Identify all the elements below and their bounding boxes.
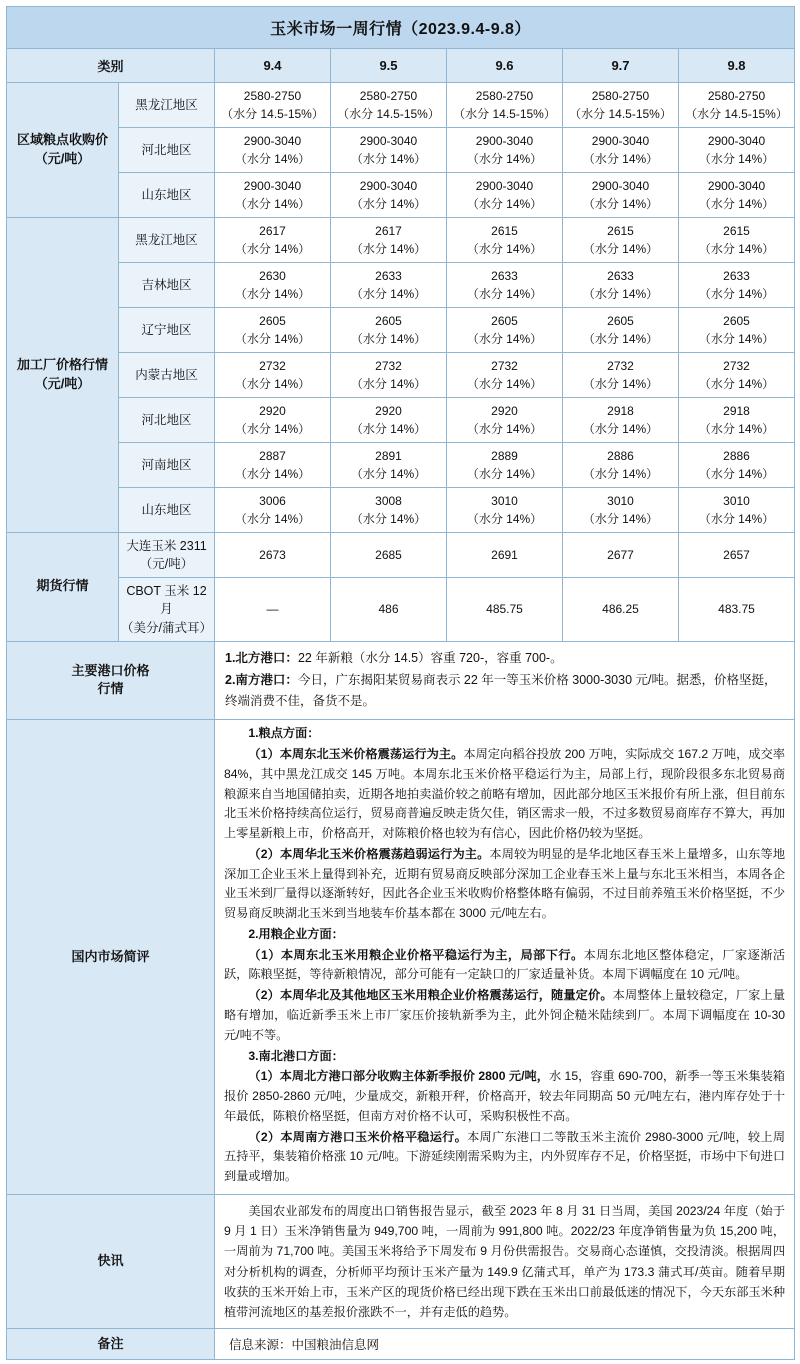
header-category: 类别: [7, 49, 215, 83]
cell: 2677: [563, 533, 679, 578]
cell: 3010 （水分 14%）: [563, 488, 679, 533]
cell: 3006 （水分 14%）: [215, 488, 331, 533]
header-date-3: 9.6: [447, 49, 563, 83]
cell: 2887 （水分 14%）: [215, 443, 331, 488]
header-row: [7, 49, 795, 83]
table-row: [7, 578, 795, 641]
cell: 2605 （水分 14%）: [331, 308, 447, 353]
cell: 485.75: [447, 578, 563, 641]
cell: 2615 （水分 14%）: [447, 218, 563, 263]
cell: 2891 （水分 14%）: [331, 443, 447, 488]
section-label-regional-purchase: [7, 83, 119, 218]
cell: 2732 （水分 14%）: [331, 353, 447, 398]
cell: 2900-3040 （水分 14%）: [331, 128, 447, 173]
cell: 2920 （水分 14%）: [215, 398, 331, 443]
row-label: 山东地区: [119, 488, 215, 533]
table-row: [7, 443, 795, 488]
cell: 2886 （水分 14%）: [563, 443, 679, 488]
review-paragraph: （2）本周南方港口玉米价格平稳运行。本周广东港口二等散玉米主流价 2980-3000 元/吨，较上周五持平，集装箱价格涨 10 元/吨。下游延续刚需采购为主，内外贸库存不足，价格坚挺，市场中下旬进口到量或增加。: [224, 1129, 786, 1184]
cell: 2900-3040 （水分 14%）: [679, 128, 795, 173]
section-label-market-review: 国内市场简评: [7, 720, 215, 1195]
table-row: [7, 1194, 795, 1329]
row-label: 黑龙江地区: [119, 218, 215, 263]
table-row: [7, 308, 795, 353]
table-row: [7, 128, 795, 173]
cell: 486.25: [563, 578, 679, 641]
cell: 2615 （水分 14%）: [679, 218, 795, 263]
title-row: [7, 7, 795, 49]
cell: 2630 （水分 14%）: [215, 263, 331, 308]
row-label: 内蒙古地区: [119, 353, 215, 398]
cell: 2886 （水分 14%）: [679, 443, 795, 488]
market-review-content: [215, 720, 795, 1195]
report-table: [6, 6, 795, 1360]
section-label-line-1: 加工厂价格行情: [16, 357, 108, 373]
section-label-processing-plant: [7, 218, 119, 533]
news-content: [215, 1194, 795, 1329]
table-row: [7, 641, 795, 720]
ports-content: [215, 641, 795, 720]
cell: 2605 （水分 14%）: [447, 308, 563, 353]
cell: 2605 （水分 14%）: [563, 308, 679, 353]
cell: 2617 （水分 14%）: [215, 218, 331, 263]
cell: 2580-2750 （水分 14.5-15%）: [331, 83, 447, 128]
footer-source: 信息来源：中国粮油信息网: [215, 1329, 795, 1360]
cell: 2605 （水分 14%）: [215, 308, 331, 353]
cell: 3010 （水分 14%）: [447, 488, 563, 533]
cell: 2691: [447, 533, 563, 578]
cell: 2900-3040 （水分 14%）: [563, 173, 679, 218]
section-label-ports: 主要港口价格 行情: [7, 641, 215, 720]
review-paragraph: （1）本周东北玉米价格震荡运行为主。本周定向稻谷投放 200 万吨，实际成交 167.2 万吨，成交率 84%，其中黑龙江成交 145 万吨。本周东北玉米价格平稳运行为主，局部上行，现阶段很多东北贸易商粮源来自当地国储拍卖，近期各地拍卖溢价较之前略有增加，因此部分地区玉米报价有所上涨，但目前东北玉米价格持续高位运行，贸易商普遍反映走货欠佳，销区需求一般，不过多数贸易商库存不算大，再加上零星新粮上市，价格高开，对陈粮价格也较为有信心，因此价格仍较为坚挺。: [224, 747, 786, 841]
table-row: [7, 218, 795, 263]
cell: 2889 （水分 14%）: [447, 443, 563, 488]
row-label: 吉林地区: [119, 263, 215, 308]
ports-north-text: 22 年新粮（水分 14.5）容重 720-，容重 700-。: [297, 650, 563, 665]
table-row: [7, 720, 795, 1195]
section-label-line-1: 区域粮点收购价: [16, 132, 108, 148]
cell: 2918 （水分 14%）: [563, 398, 679, 443]
section-label-footer: 备注: [7, 1329, 215, 1360]
section-label-news: 快讯: [7, 1194, 215, 1329]
table-row: [7, 173, 795, 218]
cell: 2685: [331, 533, 447, 578]
header-date-4: 9.7: [563, 49, 679, 83]
row-label: 河南地区: [119, 443, 215, 488]
table-row: [7, 398, 795, 443]
cell: 2920 （水分 14%）: [447, 398, 563, 443]
table-row: [7, 263, 795, 308]
cell: 2900-3040 （水分 14%）: [679, 173, 795, 218]
table-row: [7, 533, 795, 578]
cell: 2900-3040 （水分 14%）: [563, 128, 679, 173]
row-label: 辽宁地区: [119, 308, 215, 353]
cell: 3010 （水分 14%）: [679, 488, 795, 533]
cell: 2580-2750 （水分 14.5-15%）: [563, 83, 679, 128]
cell: 2580-2750 （水分 14.5-15%）: [679, 83, 795, 128]
cell: 2900-3040 （水分 14%）: [215, 128, 331, 173]
cell: 2732 （水分 14%）: [563, 353, 679, 398]
header-date-2: 9.5: [331, 49, 447, 83]
cell: —: [215, 578, 331, 641]
review-paragraph: （2）本周华北及其他地区玉米用粮企业价格震荡运行，随量定价。本周整体上量较稳定，厂家上量略有增加，临近新季玉米上市厂家压价接轨新季为主，此外饲企糙米陆续到厂。本周下调幅度在 10-30 元/吨不等。: [224, 988, 786, 1042]
cell: 2615 （水分 14%）: [563, 218, 679, 263]
cell: 2900-3040 （水分 14%）: [447, 128, 563, 173]
cell: 2633 （水分 14%）: [679, 263, 795, 308]
section-label-line-2: （元/吨）: [34, 376, 91, 391]
table-row: [7, 353, 795, 398]
cell: 2580-2750 （水分 14.5-15%）: [215, 83, 331, 128]
cell: 2900-3040 （水分 14%）: [331, 173, 447, 218]
cell: 2633 （水分 14%）: [331, 263, 447, 308]
cell: 486: [331, 578, 447, 641]
table-row: [7, 488, 795, 533]
cell: 483.75: [679, 578, 795, 641]
review-heading-1: 1.粮点方面：: [248, 726, 320, 741]
page-title: 玉米市场一周行情（2023.9.4-9.8）: [7, 7, 795, 49]
cell: 2617 （水分 14%）: [331, 218, 447, 263]
row-label: 河北地区: [119, 398, 215, 443]
cell: 2732 （水分 14%）: [215, 353, 331, 398]
review-paragraph: （1）本周东北玉米用粮企业价格平稳运行为主，局部下行。本周东北地区整体稳定，厂家逐渐活跃，陈粮坚挺，等待新粮情况，部分可能有一定缺口的厂家适量补货。本周下调幅度在 10 元/吨。: [224, 947, 786, 982]
table-row: [7, 1329, 795, 1360]
cell: 2605 （水分 14%）: [679, 308, 795, 353]
section-label-futures: 期货行情: [7, 533, 119, 642]
ports-paragraph-north: 1.北方港口：22 年新粮（水分 14.5）容重 720-，容重 700-。: [225, 650, 563, 665]
cell: 2918 （水分 14%）: [679, 398, 795, 443]
row-label: 大连玉米 2311 （元/吨）: [119, 533, 215, 578]
review-paragraph: （1）本周北方港口部分收购主体新季报价 2800 元/吨，水 15，容重 690-700，新季一等玉米集装箱报价 2850-2860 元/吨，少量成交，新粮开秤，价格高开，较去年同期高 50 元/吨左右，港内库存处于十年最低，陈粮价格坚挺，但南方对价格不认可，采购积极性不高。: [224, 1069, 786, 1123]
row-label: 山东地区: [119, 173, 215, 218]
cell: 2920 （水分 14%）: [331, 398, 447, 443]
cell: 2673: [215, 533, 331, 578]
review-heading-3: 3.南北港口方面：: [248, 1048, 344, 1063]
cell: 2633 （水分 14%）: [447, 263, 563, 308]
row-label: CBOT 玉米 12 月 （美分/蒲式耳）: [119, 578, 215, 641]
cell: 2657: [679, 533, 795, 578]
cell: 2732 （水分 14%）: [447, 353, 563, 398]
news-paragraph: 美国农业部发布的周度出口销售报告显示，截至 2023 年 8 月 31 日当周，美国 2023/24 年度（始于 9 月 1 日）玉米净销售量为 949,700 吨，一周前为 991,800 吨。2022/23 年度净销售量为负 15,200 吨，一周前为 71,700 吨。美国玉米将给予下周发布 9 月份供需报告。交易商心态谨慎，交投清淡。根据周四对分析机构的调查，分析师平均预计玉米产量为 149.9 亿蒲式耳，单产为 173.3 蒲式耳/英亩。随着早期收获的玉米开始上市，玉米产区的现货价格已经出现下跌在玉米出口前最低迷的情况下，今天东部玉米种植带河流地区的基差报价涨跌不一，并有走低的趋势。: [224, 1203, 786, 1320]
cell: 2580-2750 （水分 14.5-15%）: [447, 83, 563, 128]
cell: 2900-3040 （水分 14%）: [447, 173, 563, 218]
cell: 2633 （水分 14%）: [563, 263, 679, 308]
ports-paragraph-south: 2.南方港口：今日，广东揭阳某贸易商表示 22 年一等玉米价格 3000-3030 元/吨。据悉，价格坚挺，终端消费不佳，备货不是。: [225, 672, 777, 709]
header-date-5: 9.8: [679, 49, 795, 83]
row-label: 河北地区: [119, 128, 215, 173]
cell: 3008 （水分 14%）: [331, 488, 447, 533]
table-row: [7, 83, 795, 128]
review-heading-2: 2.用粮企业方面：: [248, 926, 344, 941]
header-date-1: 9.4: [215, 49, 331, 83]
cell: 2900-3040 （水分 14%）: [215, 173, 331, 218]
ports-south-text: 今日，广东揭阳某贸易商表示 22 年一等玉米价格 3000-3030 元/吨。据悉，价格坚挺，终端消费不佳，备货不是。: [225, 672, 777, 709]
cell: 2732 （水分 14%）: [679, 353, 795, 398]
review-paragraph: （2）本周华北玉米价格震荡趋弱运行为主。本周较为明显的是华北地区春玉米上量增多，山东等地深加工企业玉米上量得到补充，近期有贸易商反映部分深加工企业春玉米上量与东北玉米相当，本周各企业玉米到厂量得以逐渐转好，因此各企业玉米收购价格整体略有偏弱，不过目前养殖玉米价格坚挺，不少贸易商反映湖北玉米到当地装车价基本都在 3000 元/吨左右。: [224, 846, 786, 921]
section-label-line-2: （元/吨）: [34, 151, 91, 166]
row-label: 黑龙江地区: [119, 83, 215, 128]
